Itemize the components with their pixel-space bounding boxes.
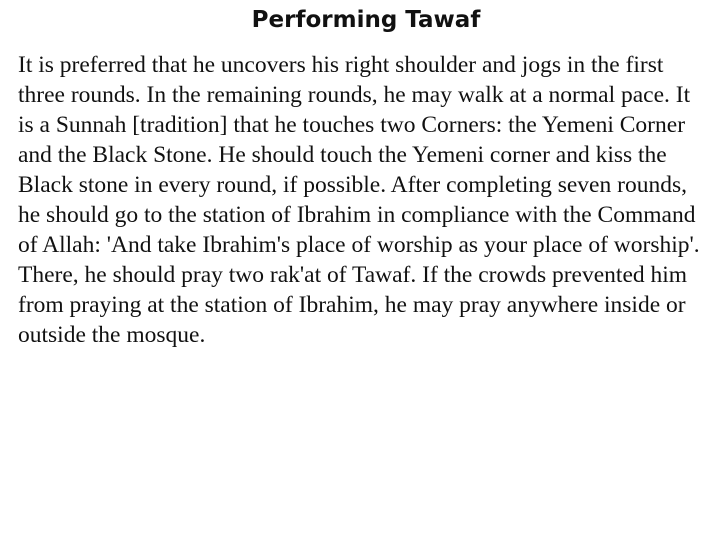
slide-title: Performing Tawaf	[251, 7, 481, 33]
slide-body-text: It is preferred that he uncovers his right shoulder and jogs in the first three rounds. In the remaining rounds, he may walk at a normal pace. It is a Sunnah [tradition] that he touches two Corners: the Yemeni Corner and the Black Stone. He should touch the Yemeni corner and kiss the Black stone in every round, if possible. After completing seven rounds, he should go to the station of Ibrahim in compliance with the Command of Allah: 'And take Ibrahim's place of worship as your place of worship'. There, he should pray two rak'at of Tawaf. If the crowds prevented him from praying at the station of Ibrahim, he may pray anywhere inside or outside the mosque.	[18, 52, 700, 348]
